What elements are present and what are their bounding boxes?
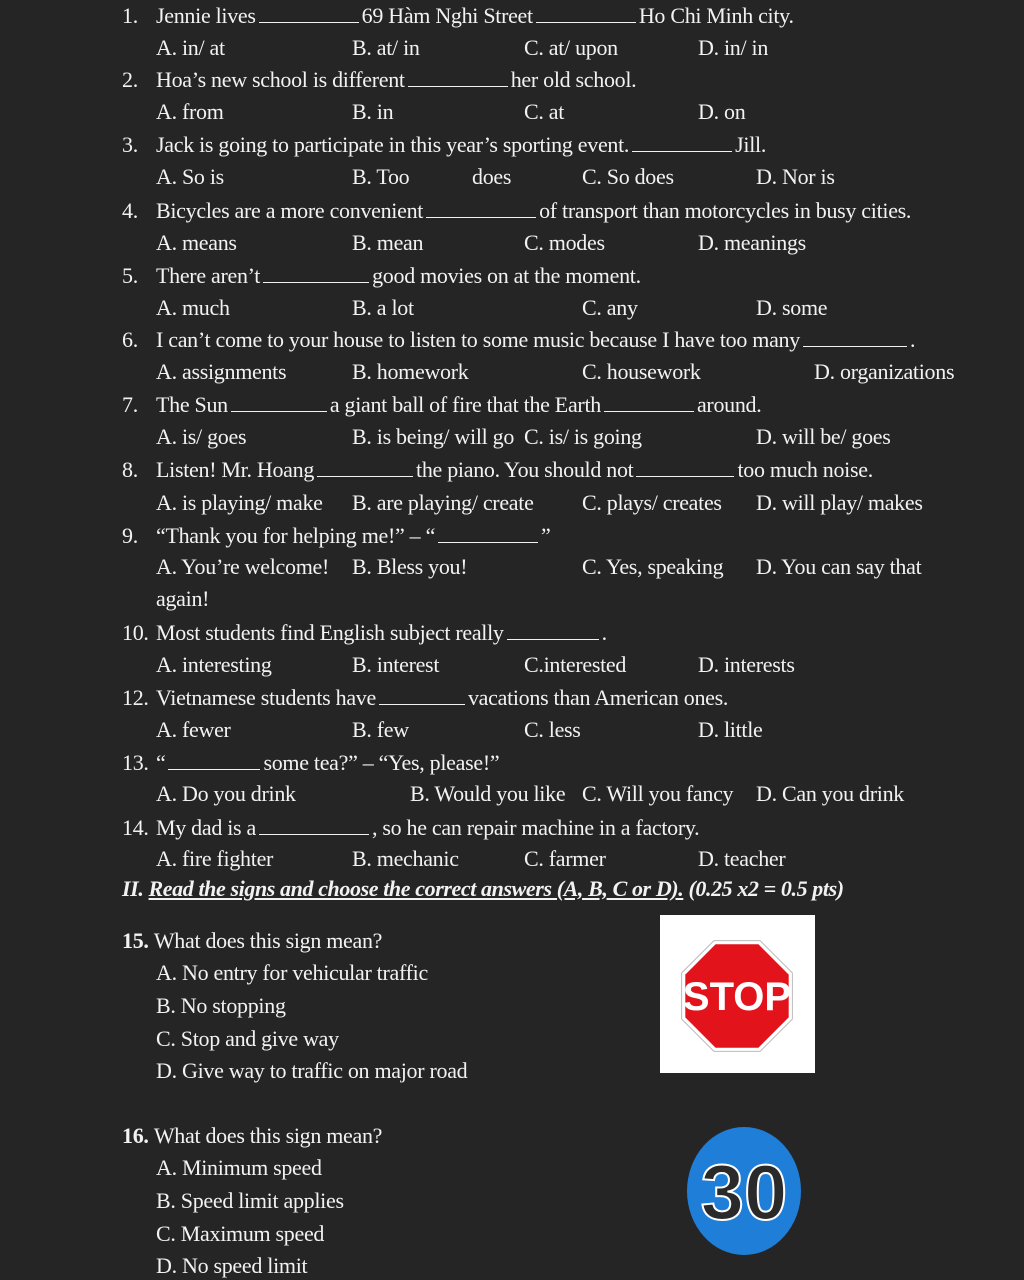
- answer-blank: [636, 458, 734, 477]
- question-number: 12.: [122, 685, 149, 710]
- stop-sign-icon: [660, 915, 815, 1073]
- section-title: Read the signs and choose the correct answers (A, B, C or D).: [148, 876, 684, 901]
- answer-option: D. teacher: [698, 846, 786, 871]
- answer-option: A. interesting: [156, 652, 272, 677]
- stem-text: “: [156, 750, 166, 775]
- stem-text: .: [601, 620, 607, 645]
- question-stem: [122, 3, 794, 29]
- stem-text: Ho Chi Minh city.: [638, 3, 794, 28]
- stem-text: vacations than American ones.: [467, 685, 729, 710]
- answer-option: B. Bless you!: [352, 554, 468, 579]
- stem-text: .: [909, 327, 916, 352]
- answer-option: B. Speed limit applies: [156, 1188, 344, 1213]
- stem-text: My dad is a: [156, 815, 256, 840]
- answer-blank: [604, 393, 694, 412]
- answer-option: B. mechanic: [352, 846, 459, 871]
- sign-question-stem: [122, 1123, 382, 1149]
- answer-option: A. assignments: [156, 359, 287, 384]
- question-stem: [122, 67, 636, 93]
- answer-option: B. Would you like: [410, 781, 566, 806]
- question-stem: [122, 132, 766, 158]
- answer-option: C. plays/ creates: [582, 490, 722, 515]
- answer-option: B. are playing/ create: [352, 490, 534, 515]
- answer-option: A. much: [156, 295, 230, 320]
- answer-option: B. No stopping: [156, 993, 286, 1018]
- speed-sign-icon: [686, 1126, 802, 1256]
- answer-option: C.interested: [524, 652, 627, 677]
- answer-option: B. Too: [352, 164, 410, 189]
- answer-option: C. at: [524, 99, 565, 124]
- minimum-speed-sign-image: [686, 1126, 802, 1256]
- section-score: (0.25 x2 = 0.5 pts): [683, 876, 844, 901]
- answer-option: B. few: [352, 717, 409, 742]
- answer-option: B. homework: [352, 359, 469, 384]
- stem-text: Vietnamese students have: [156, 685, 376, 710]
- stem-text: Jill.: [735, 132, 767, 157]
- answer-blank: [507, 621, 599, 640]
- answer-option: D. will be/ goes: [756, 424, 891, 449]
- question-stem: [122, 327, 915, 353]
- answer-option: B. mean: [352, 230, 424, 255]
- answer-option: does: [472, 164, 512, 189]
- option-continuation: again!: [156, 586, 210, 611]
- question-stem: [122, 457, 873, 483]
- question-number: 16.: [122, 1123, 154, 1148]
- answer-blank: [426, 199, 536, 218]
- answer-option: C. housework: [582, 359, 701, 384]
- stem-text: a giant ball of fire that the Earth: [329, 392, 601, 417]
- stem-text: I can’t come to your house to listen to some music because I have too many: [156, 327, 800, 352]
- question-stem: [122, 263, 641, 289]
- question-stem: [122, 198, 911, 224]
- answer-option: C. at/ upon: [524, 35, 618, 60]
- stem-text: some tea?” – “Yes, please!”: [263, 750, 500, 775]
- question-stem: [122, 392, 761, 418]
- answer-blank: [317, 458, 413, 477]
- question-number: 8.: [122, 457, 138, 482]
- stem-text: her old school.: [510, 67, 637, 92]
- answer-blank: [168, 751, 260, 770]
- answer-option: C. Will you fancy: [582, 781, 734, 806]
- answer-blank: [379, 686, 465, 705]
- answer-blank: [632, 133, 732, 152]
- answer-option: A. So is: [156, 164, 224, 189]
- question-stem: [122, 620, 607, 646]
- stem-text: What does this sign mean?: [153, 1123, 383, 1148]
- stem-text: 69 Hàm Nghi Street: [361, 3, 533, 28]
- stem-text: too much noise.: [737, 457, 873, 482]
- answer-blank: [803, 328, 907, 347]
- answer-option: C. less: [524, 717, 581, 742]
- answer-option: D. some: [756, 295, 828, 320]
- answer-option: D. Can you drink: [756, 781, 904, 806]
- answer-option: D. interests: [698, 652, 795, 677]
- question-number: 6.: [122, 327, 138, 352]
- answer-option: C. So does: [582, 164, 674, 189]
- answer-option: D. You can say that: [756, 554, 922, 579]
- stem-text: Bicycles are a more convenient: [156, 198, 424, 223]
- stem-text: good movies on at the moment.: [372, 263, 641, 288]
- answer-option: C. farmer: [524, 846, 606, 871]
- answer-option: C. Yes, speaking: [582, 554, 724, 579]
- answer-option: D. little: [698, 717, 763, 742]
- answer-blank: [536, 4, 636, 23]
- answer-option: A. No entry for vehicular traffic: [156, 960, 428, 985]
- answer-option: A. Do you drink: [156, 781, 296, 806]
- answer-option: A. from: [156, 99, 224, 124]
- answer-option: D. No speed limit: [156, 1253, 308, 1278]
- stem-text: What does this sign mean?: [153, 928, 383, 953]
- answer-option: D. organizations: [814, 359, 955, 384]
- question-stem: [122, 815, 699, 841]
- question-number: 10.: [122, 620, 149, 645]
- question-number: 5.: [122, 263, 138, 288]
- answer-option: A. You’re welcome!: [156, 554, 330, 579]
- answer-blank: [259, 4, 359, 23]
- question-number: 4.: [122, 198, 138, 223]
- stem-text: around.: [696, 392, 762, 417]
- stem-text: of transport than motorcycles in busy cities.: [539, 198, 912, 223]
- answer-option: D. Nor is: [756, 164, 835, 189]
- answer-option: B. is being/ will go: [352, 424, 515, 449]
- stem-text: Most students find English subject really: [156, 620, 504, 645]
- stem-text: ”: [541, 523, 551, 548]
- stem-text: “Thank you for helping me!” – “: [156, 523, 436, 548]
- answer-option: A. is/ goes: [156, 424, 247, 449]
- answer-blank: [263, 264, 369, 283]
- answer-option: C. is/ is going: [524, 424, 642, 449]
- question-number: 3.: [122, 132, 138, 157]
- answer-option: D. on: [698, 99, 746, 124]
- question-stem: [122, 685, 728, 711]
- answer-option: D. meanings: [698, 230, 806, 255]
- stop-sign-label: STOP: [682, 975, 792, 1019]
- answer-option: D. will play/ makes: [756, 490, 923, 515]
- stem-text: Jack is going to participate in this year’s sporting event.: [156, 132, 630, 157]
- answer-option: A. in/ at: [156, 35, 225, 60]
- answer-option: B. a lot: [352, 295, 414, 320]
- stem-text: There aren’t: [156, 263, 261, 288]
- answer-option: C. modes: [524, 230, 605, 255]
- answer-option: A. fire fighter: [156, 846, 274, 871]
- answer-option: A. fewer: [156, 717, 231, 742]
- stem-text: Hoa’s new school is different: [156, 67, 405, 92]
- answer-option: C. Stop and give way: [156, 1026, 339, 1051]
- answer-option: D. in/ in: [698, 35, 769, 60]
- answer-blank: [231, 393, 327, 412]
- sign-question-stem: [122, 928, 382, 954]
- question-number: 9.: [122, 523, 138, 548]
- question-number: 14.: [122, 815, 149, 840]
- answer-option: B. interest: [352, 652, 440, 677]
- stem-text: the piano. You should not: [416, 457, 634, 482]
- question-number: 2.: [122, 67, 138, 92]
- answer-option: C. Maximum speed: [156, 1221, 325, 1246]
- section-heading: [122, 876, 844, 902]
- question-number: 13.: [122, 750, 149, 775]
- answer-option: A. Minimum speed: [156, 1155, 322, 1180]
- answer-option: C. any: [582, 295, 638, 320]
- stem-text: Jennie lives: [156, 3, 256, 28]
- stem-text: , so he can repair machine in a factory.: [371, 815, 700, 840]
- question-number: 1.: [122, 3, 138, 28]
- question-stem: [122, 750, 499, 776]
- question-number: 15.: [122, 928, 154, 953]
- question-stem: [122, 523, 551, 549]
- answer-blank: [438, 524, 538, 543]
- answer-option: D. Give way to traffic on major road: [156, 1058, 468, 1083]
- answer-blank: [408, 68, 508, 87]
- answer-option: A. is playing/ make: [156, 490, 323, 515]
- answer-option: B. at/ in: [352, 35, 420, 60]
- section-roman: II.: [122, 876, 149, 901]
- stop-sign-image: [660, 915, 815, 1073]
- answer-blank: [259, 816, 369, 835]
- answer-option: B. in: [352, 99, 394, 124]
- question-number: 7.: [122, 392, 138, 417]
- stem-text: Listen! Mr. Hoang: [156, 457, 315, 482]
- speed-sign-label: 30: [700, 1148, 788, 1236]
- stem-text: The Sun: [156, 392, 228, 417]
- answer-option: A. means: [156, 230, 237, 255]
